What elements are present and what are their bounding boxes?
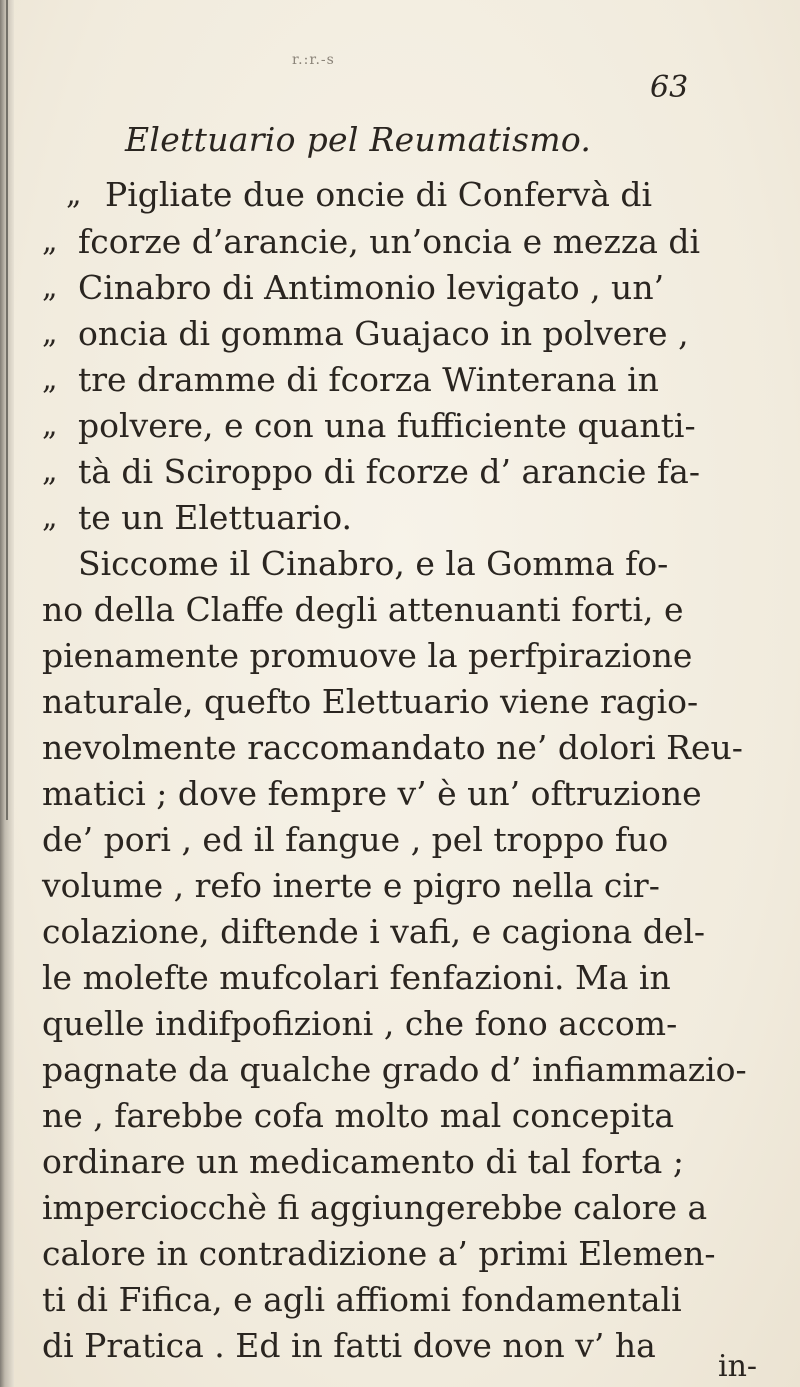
body-line: ne , farebbe cofa molto mal concepita [42, 1096, 675, 1135]
body-line: naturale, quefto Elettuario viene ragio- [42, 682, 699, 721]
body-line: colazione, diftende i vafi, e cagiona del- [42, 912, 706, 951]
quoted-line: polvere, e con una fufficiente quanti- [78, 406, 696, 445]
body-line: nevolmente raccomandato ne’ dolori Reu- [42, 728, 743, 767]
body-line: ti di Fifica, e agli affiomi fondamentali [42, 1280, 682, 1319]
top-mark: r.:r.-s [292, 52, 335, 68]
body-line: Siccome il Cinabro, e la Gomma fo- [78, 544, 669, 583]
body-line: le molefte mufcolari fenfazioni. Ma in [42, 958, 671, 997]
quote-mark: „ [42, 408, 58, 443]
quote-mark: „ [42, 454, 58, 489]
quote-mark: „ [42, 316, 58, 351]
quote-mark: „ [42, 224, 58, 259]
quoted-line: te un Elettuario. [78, 498, 353, 537]
page-number: 63 [650, 70, 689, 105]
body-line: quelle indifpofizioni , che fono accom- [42, 1004, 678, 1043]
body-line: volume , refo inerte e pigro nella cir- [42, 866, 660, 905]
body-line: de’ pori , ed il fangue , pel troppo fuo [42, 820, 669, 859]
body-line: no della Claffe degli attenuanti forti, e [42, 590, 684, 629]
body-line: matici ; dove fempre v’ è un’ oftruzione [42, 774, 702, 813]
body-line: ordinare un medicamento di tal forta ; [42, 1142, 684, 1181]
quote-mark: „ [42, 270, 58, 305]
quoted-line: fcorze d’arancie, un’oncia e mezza di [78, 222, 701, 261]
quote-mark: „ [42, 500, 58, 535]
binding-shadow-line [6, 0, 8, 820]
quote-mark: „ [66, 177, 82, 212]
body-line: calore in contradizione a’ primi Elemen- [42, 1234, 716, 1273]
quoted-line: Pigliate due oncie di Confervà di [105, 175, 653, 214]
body-line: pienamente promuove la perfpirazione [42, 636, 693, 675]
quote-mark: „ [42, 362, 58, 397]
section-title: Elettuario pel Reumatismo. [125, 120, 592, 159]
quoted-line: oncia di gomma Guajaco in polvere , [78, 314, 689, 353]
quoted-line: tre dramme di fcorza Winterana in [78, 360, 659, 399]
quoted-line: tà di Sciroppo di fcorze d’ arancie fa- [78, 452, 700, 491]
body-line: di Pratica . Ed in fatti dove non v’ ha [42, 1326, 656, 1365]
quoted-line: Cinabro di Antimonio levigato , un’ [78, 268, 665, 307]
catchword: in- [718, 1349, 758, 1384]
body-line: pagnate da qualche grado d’ infiammazio- [42, 1050, 747, 1089]
body-line: imperciocchè fi aggiungerebbe calore a [42, 1188, 708, 1227]
